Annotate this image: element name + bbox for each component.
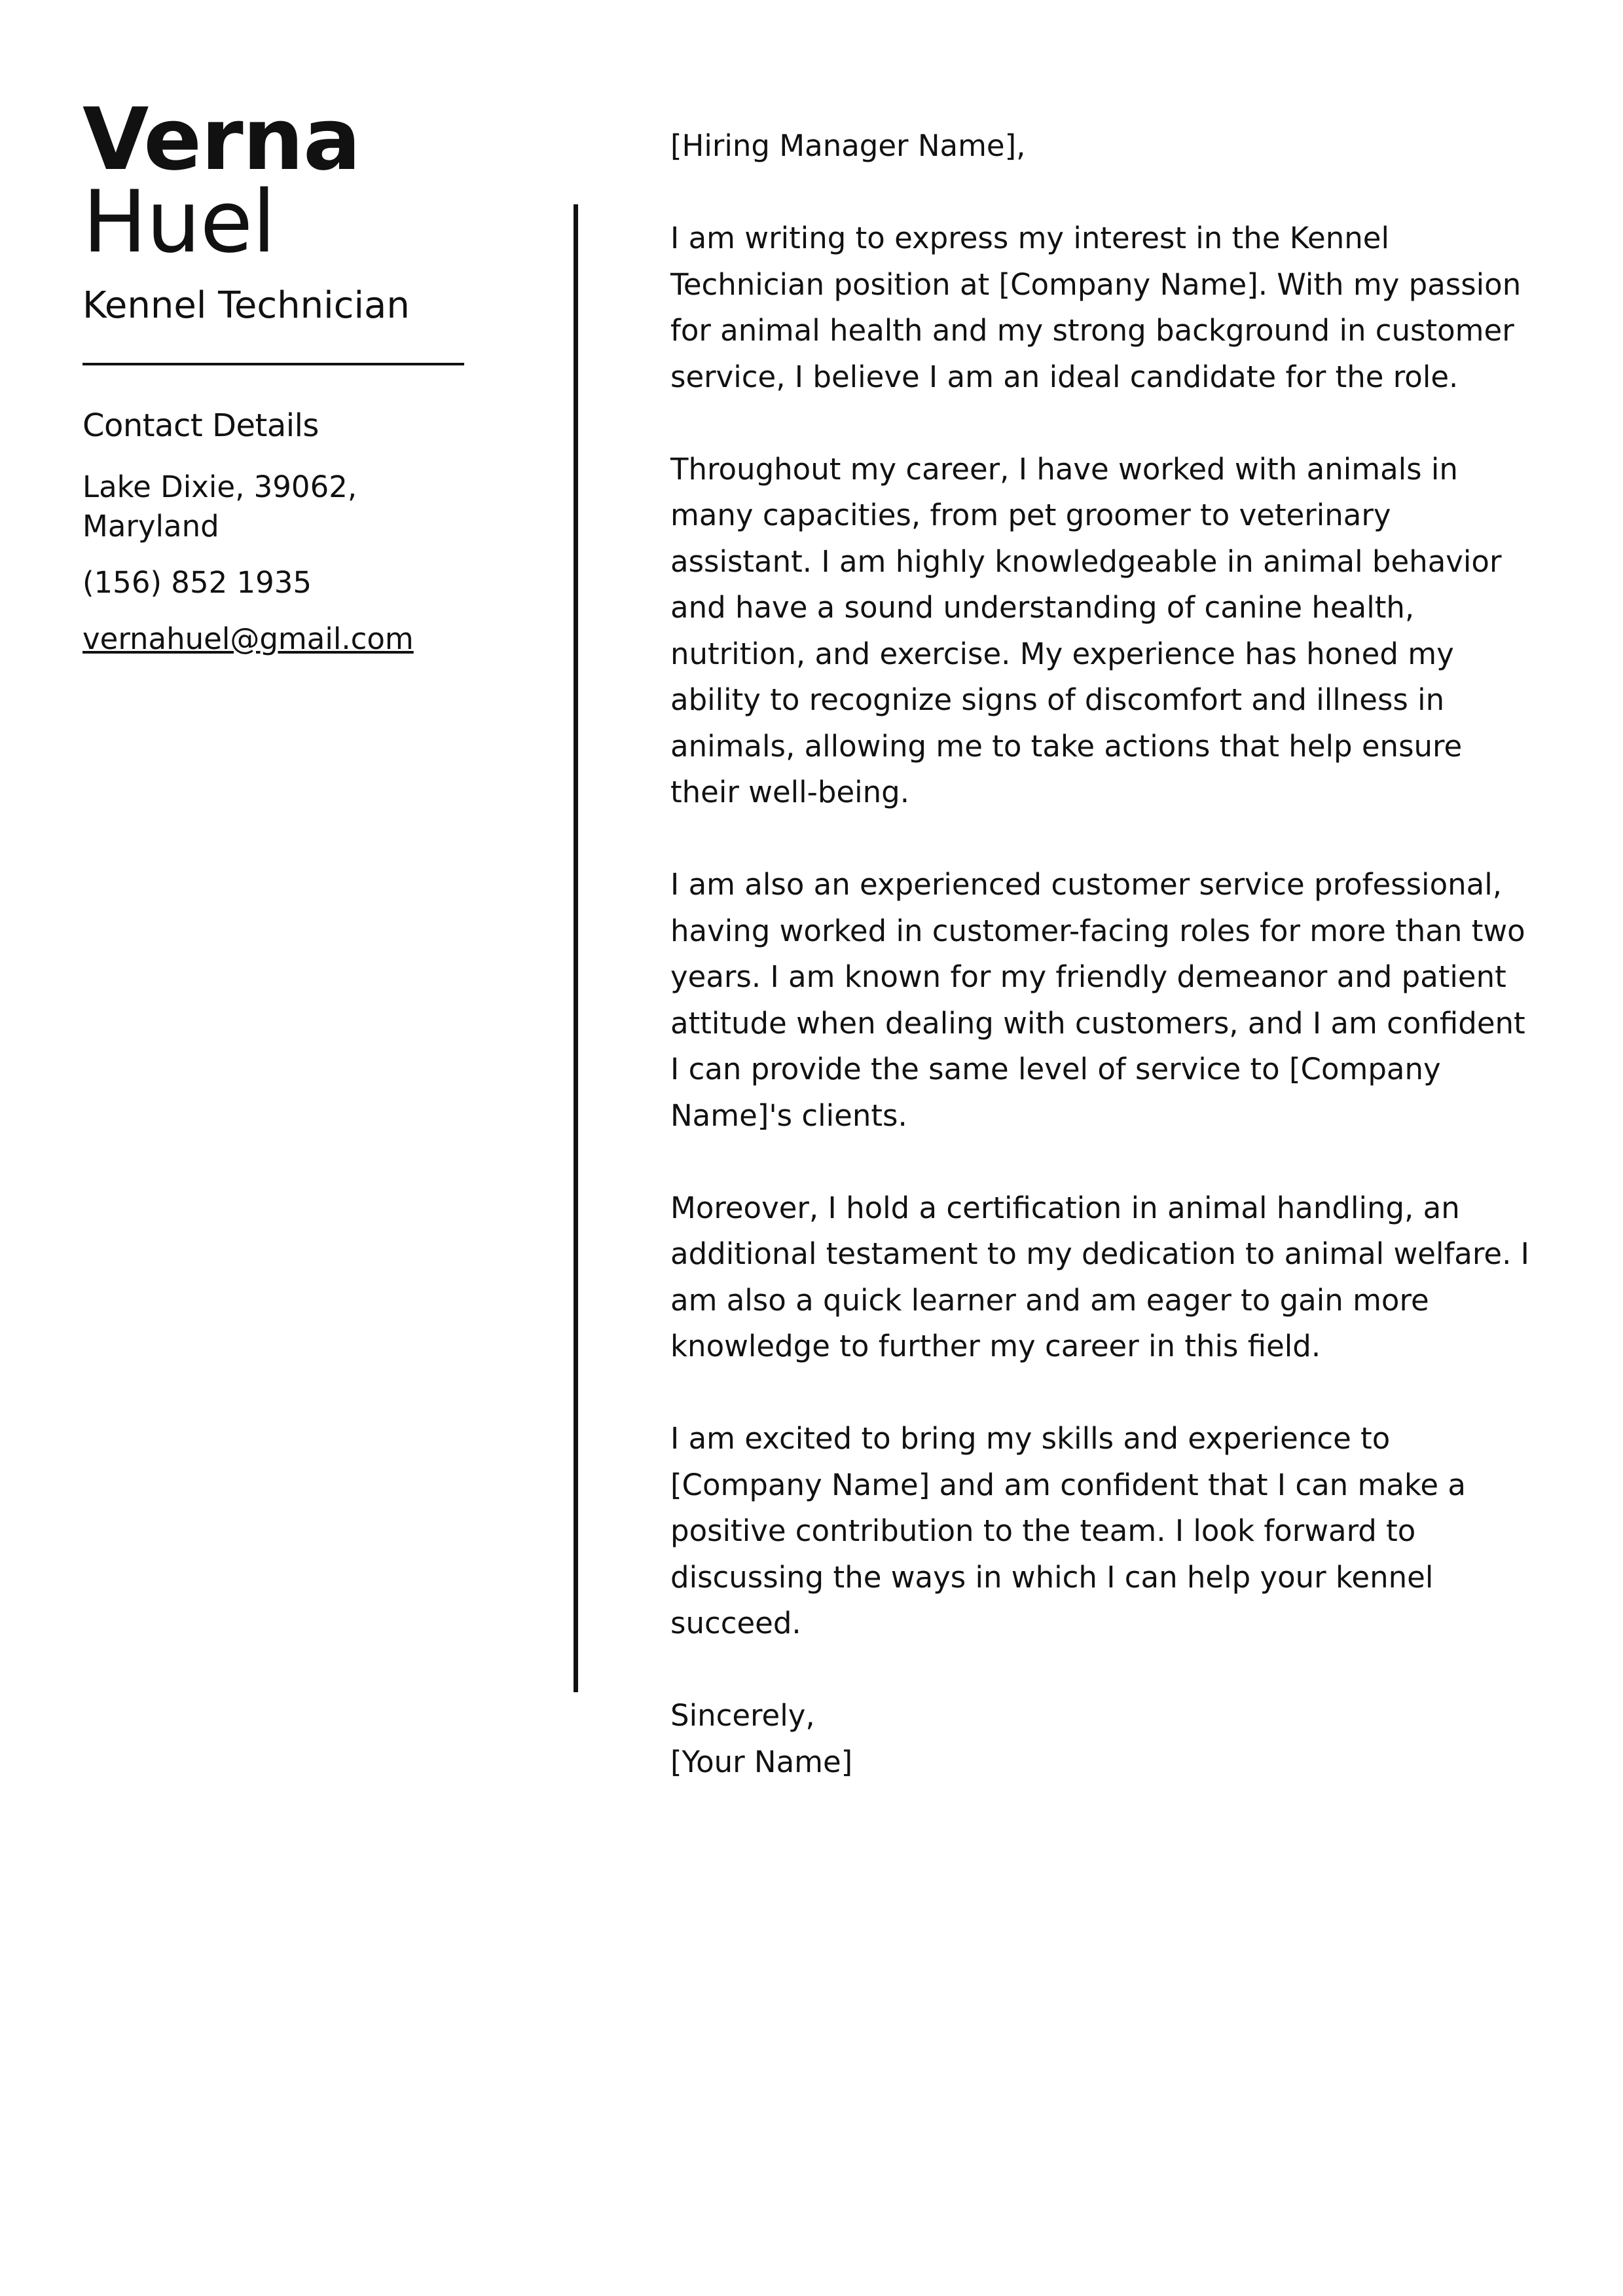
paragraph-2: Throughout my career, I have worked with animals in many capacities, from pet groomer to veterinary assistant. I am highly knowledgeable in animal behavior and have a sound understanding of canine health, nutrition, and exercise. My experience has honed my ability to recognize signs of discomfort and illness in animals, allowing me to take actions that help ensure their well-being. [670,451,1502,809]
first-name: Verna [82,89,361,189]
contact-heading: Contact Details [82,407,319,444]
paragraph-3: I am also an experienced customer service professional, having worked in customer-facing roles for more than two years. I am known for my friendly demeanor and patient attitude when dealing with customers, and I am confident I can provide the same level of service to [Company Name]'s clients. [670,867,1525,1133]
vertical-divider [574,204,578,1692]
paragraph-5: I am excited to bring my skills and experience to [Company Name] and am confident that I can make a positive contribution to the team. I look forward to discussing the ways in which I can help your kennel succeed. [670,1421,1466,1640]
title-divider [82,363,464,365]
contact-phone: (156) 852 1935 [82,565,312,600]
salutation: [Hiring Manager Name], [670,128,1026,163]
letter-body [670,123,1535,1785]
last-name: Huel [82,172,276,272]
job-title: Kennel Technician [82,284,410,327]
paragraph-4: Moreover, I hold a certification in animal handling, an additional testament to my dedication to animal welfare. I am also a quick learner and am eager to gain more knowledge to further my career in this field. [670,1190,1529,1363]
signature: [Your Name] [670,1744,853,1779]
contact-email-link[interactable]: vernahuel@gmail.com [82,621,414,656]
sidebar [82,89,475,659]
contact-address: Lake Dixie, 39062, Maryland [82,470,357,544]
paragraph-1: I am writing to express my interest in the Kennel Technician position at [Company Name]. With my passion for animal health and my strong background in customer service, I believe I am an ideal candidate for the role. [670,221,1522,394]
closing: Sincerely, [670,1698,815,1733]
